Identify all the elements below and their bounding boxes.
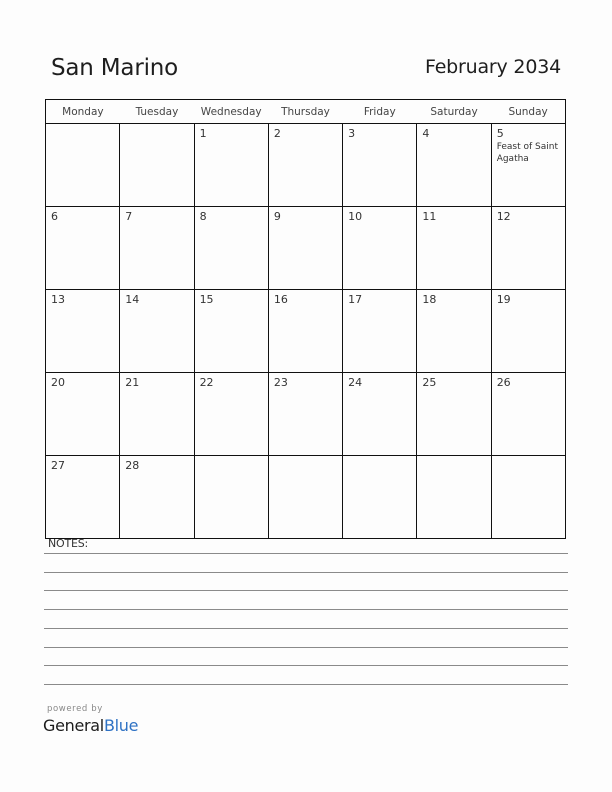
calendar-day-cell [491,207,565,290]
day-number: 20 [51,376,65,389]
generalblue-logo [43,716,138,735]
calendar-day-cell [120,290,194,373]
day-number: 28 [125,459,140,472]
calendar-week-row [46,456,566,539]
calendar-day-cell [268,373,342,456]
calendar-day-cell [46,290,120,373]
calendar-day-cell [491,290,565,373]
calendar-day-cell [268,290,342,373]
calendar-day-cell [417,373,491,456]
calendar-day-cell [120,456,194,539]
calendar-day-cell [194,456,268,539]
calendar-day-cell [268,456,342,539]
calendar-day-cell [46,124,120,207]
calendar-day-cell [417,207,491,290]
day-number: 15 [199,293,214,306]
calendar-day-cell [194,207,268,290]
day-number: 14 [125,293,140,306]
day-number: 25 [422,376,437,389]
calendar-day-cell [343,207,417,290]
brand-blue: Blue [103,716,139,735]
calendar-country-title: San Marino [51,55,179,81]
notes-line [44,553,568,554]
calendar-day-cell [417,290,491,373]
weekday-header: Friday [343,100,417,124]
day-number: 27 [51,459,65,472]
calendar-day-cell [120,124,194,207]
day-number: 12 [496,210,511,223]
day-number: 18 [422,293,437,306]
notes-line [44,684,568,685]
calendar-grid [45,99,566,539]
brand-general: General [43,716,104,735]
calendar-day-cell [46,456,120,539]
calendar-day-cell [194,373,268,456]
calendar-day-cell [268,124,342,207]
calendar-day-cell [417,456,491,539]
day-number: 4 [422,127,430,140]
calendar-day-cell [343,290,417,373]
day-number: 8 [199,210,207,223]
day-number: 26 [496,376,511,389]
weekday-header: Tuesday [120,100,194,124]
day-number: 22 [199,376,214,389]
day-number: 17 [348,293,363,306]
calendar-month-title: February 2034 [425,56,561,78]
weekday-header-row [46,100,566,124]
weekday-header: Thursday [268,100,342,124]
day-number: 21 [125,376,140,389]
day-number: 9 [273,210,281,223]
calendar-day-cell [343,124,417,207]
notes-label: NOTES: [48,537,89,550]
calendar-day-cell [417,124,491,207]
calendar-day-cell [194,124,268,207]
holiday-label: Feast of Saint Agatha [496,142,558,164]
calendar-day-cell [194,290,268,373]
calendar-day-cell [491,124,565,207]
calendar-week-row [46,373,566,456]
powered-by-label: powered by [47,704,103,714]
calendar-day-cell [491,456,565,539]
day-number: 19 [496,293,511,306]
day-number: 11 [422,210,437,223]
day-number: 7 [125,210,133,223]
notes-line [44,665,568,666]
calendar-day-cell [343,373,417,456]
notes-line [44,647,568,648]
calendar-week-row [46,124,566,207]
day-number: 23 [273,376,288,389]
day-number: 5 [496,127,504,140]
day-number: 24 [348,376,363,389]
weekday-header: Saturday [417,100,491,124]
day-number: 10 [348,210,363,223]
calendar-week-row [46,290,566,373]
calendar-day-cell [120,207,194,290]
day-number: 2 [273,127,281,140]
calendar-day-cell [268,207,342,290]
weekday-header: Wednesday [194,100,268,124]
notes-line [44,628,568,629]
day-number: 3 [348,127,356,140]
notes-line [44,609,568,610]
calendar-day-cell [46,207,120,290]
day-number: 16 [273,293,288,306]
calendar-day-cell [120,373,194,456]
calendar-week-row [46,207,566,290]
calendar-day-cell [343,456,417,539]
notes-line [44,590,568,591]
weekday-header: Sunday [491,100,565,124]
day-number: 13 [51,293,65,306]
day-number: 1 [199,127,207,140]
day-number: 6 [51,210,58,223]
notes-line [44,572,568,573]
calendar-day-cell [491,373,565,456]
calendar-day-cell [46,373,120,456]
weekday-header: Monday [46,100,120,124]
